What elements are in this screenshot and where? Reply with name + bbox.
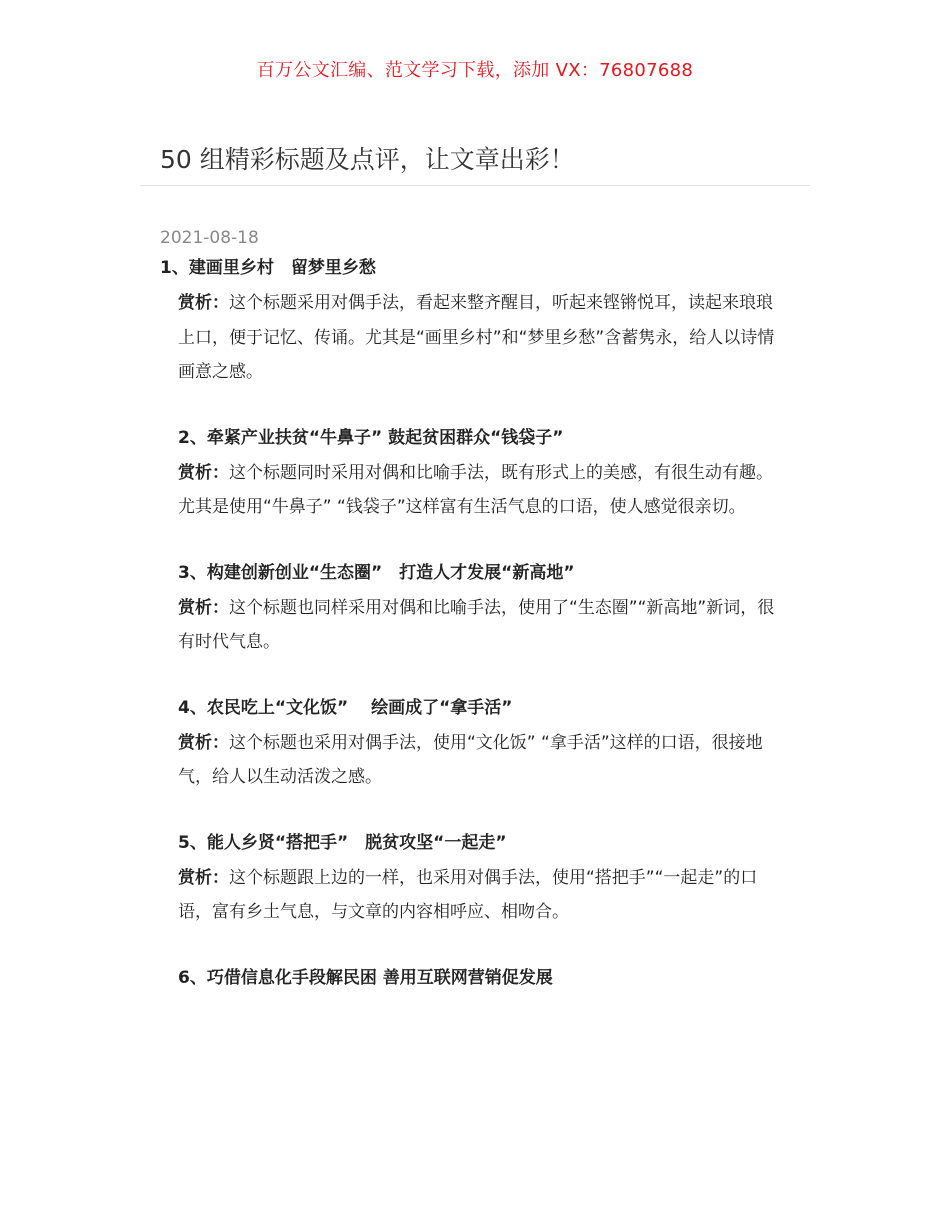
section-heading: 2、牵紧产业扶贫“牛鼻子” 鼓起贫困群众“钱袋子” bbox=[178, 427, 564, 448]
section-2 bbox=[0, 426, 950, 525]
section-analysis bbox=[178, 286, 778, 390]
analysis-text: 这个标题同时采用对偶和比喻手法，既有形式上的美感，有很生动有趣。尤其是使用“牛鼻子” “钱袋子”这样富有生活气息的口语，使人感觉很亲切。 bbox=[178, 462, 773, 517]
title-divider bbox=[140, 185, 810, 186]
analysis-text: 这个标题也采用对偶手法，使用“文化饭” “拿手活”这样的口语，很接地气，给人以生动活泼之感。 bbox=[178, 732, 763, 787]
section-analysis bbox=[178, 726, 778, 795]
section-heading: 3、构建创新创业“生态圈” 打造人才发展“新高地” bbox=[178, 562, 575, 583]
section-heading: 5、能人乡贤“搭把手” 脱贫攻坚“一起走” bbox=[178, 832, 507, 853]
analysis-text: 这个标题跟上边的一样，也采用对偶手法，使用“搭把手”“一起走”的口语，富有乡土气息，与文章的内容相呼应、相吻合。 bbox=[178, 867, 758, 922]
article-body bbox=[0, 256, 950, 1026]
analysis-text: 这个标题也同样采用对偶和比喻手法，使用了“生态圈”“新高地”新词，很有时代气息。 bbox=[178, 597, 775, 652]
publish-date: 2021-08-18 bbox=[160, 228, 259, 248]
section-4 bbox=[0, 696, 950, 795]
analysis-label: 赏析： bbox=[178, 293, 229, 313]
section-analysis bbox=[178, 591, 778, 660]
watermark-banner: 百万公文汇编、范文学习下载，添加 VX：76807688 bbox=[256, 60, 694, 81]
page-title: 50 组精彩标题及点评，让文章出彩！ bbox=[160, 145, 575, 174]
section-1 bbox=[0, 256, 950, 390]
section-heading: 1、建画里乡村 留梦里乡愁 bbox=[160, 258, 376, 278]
section-analysis bbox=[178, 456, 778, 525]
analysis-label: 赏析： bbox=[178, 867, 229, 888]
section-3 bbox=[0, 561, 950, 660]
analysis-text: 这个标题采用对偶手法，看起来整齐醒目，听起来铿锵悦耳，读起来琅琅上口，便于记忆、传诵。尤其是“画里乡村”和“梦里乡愁”含蓄隽永，给人以诗情画意之感。 bbox=[178, 293, 775, 382]
section-heading: 6、巧借信息化手段解民困 善用互联网营销促发展 bbox=[178, 967, 553, 988]
section-6 bbox=[0, 966, 950, 990]
section-heading: 4、农民吃上“文化饭” 绘画成了“拿手活” bbox=[178, 697, 513, 718]
analysis-label: 赏析： bbox=[178, 462, 229, 483]
section-analysis bbox=[178, 861, 778, 930]
section-5 bbox=[0, 831, 950, 930]
analysis-label: 赏析： bbox=[178, 597, 229, 618]
analysis-label: 赏析： bbox=[178, 732, 229, 753]
